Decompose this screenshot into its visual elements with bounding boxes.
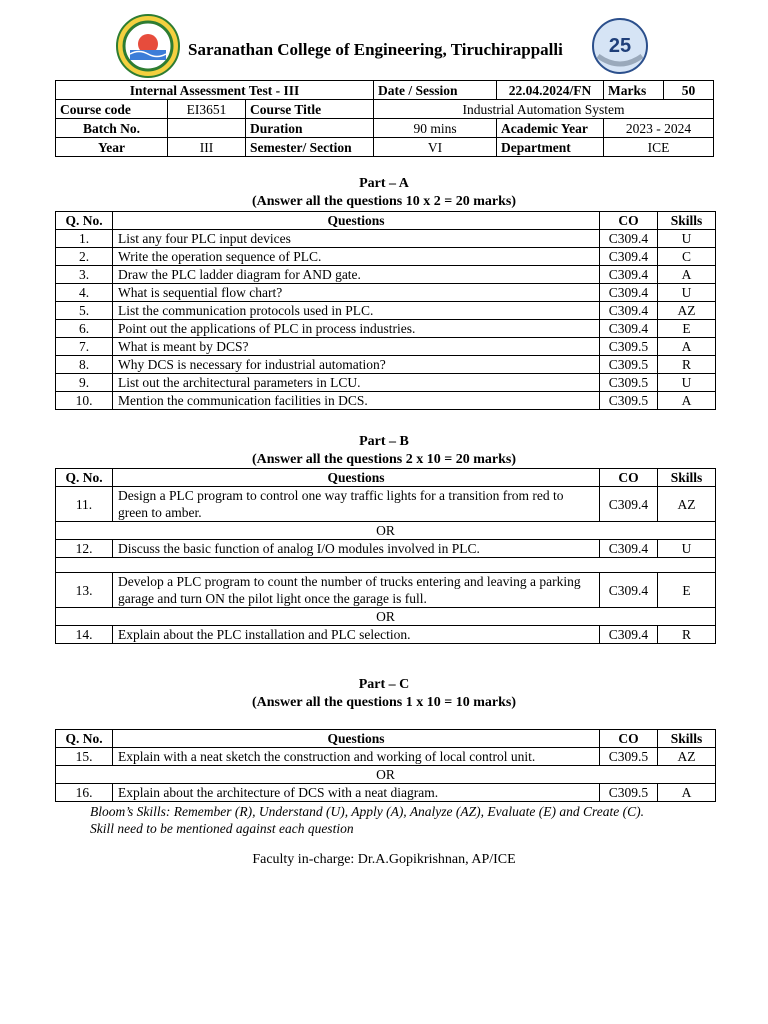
course-title-value: Industrial Automation System xyxy=(374,100,714,119)
duration-value: 90 mins xyxy=(374,119,497,138)
co-code: C309.5 xyxy=(600,784,658,802)
question-number: 4. xyxy=(56,284,113,302)
jubilee-number: 25 xyxy=(608,35,632,57)
co-code: C309.5 xyxy=(600,748,658,766)
or-row xyxy=(56,522,716,540)
co-header: CO xyxy=(600,469,658,487)
question-text: What is sequential flow chart? xyxy=(113,284,600,302)
skills-header: Skills xyxy=(658,730,716,748)
department-label: Department xyxy=(497,138,604,157)
skill-code: E xyxy=(658,320,716,338)
table-row xyxy=(56,356,716,374)
question-number: 14. xyxy=(56,626,113,644)
skill-code: U xyxy=(658,284,716,302)
skill-code: A xyxy=(658,338,716,356)
table-row xyxy=(56,338,716,356)
part-b-title: Part – B xyxy=(359,434,409,449)
part-b-subtitle: (Answer all the questions 2 x 10 = 20 marks) xyxy=(251,452,516,467)
question-text: Explain about the PLC installation and PLC selection. xyxy=(113,626,600,644)
silver-jubilee-icon xyxy=(590,16,650,76)
skills-header: Skills xyxy=(658,469,716,487)
co-code: C309.5 xyxy=(600,374,658,392)
question-number: 8. xyxy=(56,356,113,374)
skill-code: AZ xyxy=(658,487,716,522)
question-text: Point out the applications of PLC in process industries. xyxy=(113,320,600,338)
skill-code: U xyxy=(658,374,716,392)
table-row xyxy=(56,784,716,802)
skill-code: R xyxy=(658,356,716,374)
or-label: OR xyxy=(56,522,716,540)
question-text: Write the operation sequence of PLC. xyxy=(113,248,600,266)
part-a-rows xyxy=(56,230,716,410)
college-header xyxy=(112,12,652,80)
part-c-subtitle: (Answer all the questions 1 x 10 = 10 marks) xyxy=(251,695,516,710)
faculty-in-charge: Faculty in-charge: Dr.A.Gopikrishnan, AP/ICE xyxy=(252,852,516,867)
skills-header: Skills xyxy=(658,212,716,230)
question-number: 12. xyxy=(56,540,113,558)
question-text: Discuss the basic function of analog I/O modules involved in PLC. xyxy=(113,540,600,558)
semester-label: Semester/ Section xyxy=(246,138,374,157)
co-code: C309.4 xyxy=(600,284,658,302)
college-emblem-icon xyxy=(116,14,180,78)
skill-code: A xyxy=(658,392,716,410)
table-row xyxy=(56,320,716,338)
question-number: 1. xyxy=(56,230,113,248)
co-code: C309.4 xyxy=(600,320,658,338)
co-code: C309.4 xyxy=(600,266,658,284)
question-text: Mention the communication facilities in DCS. xyxy=(113,392,600,410)
part-c-table xyxy=(55,729,716,802)
part-c-title: Part – C xyxy=(358,677,410,692)
co-code: C309.5 xyxy=(600,392,658,410)
question-number: 13. xyxy=(56,573,113,608)
or-row xyxy=(56,766,716,784)
year-label: Year xyxy=(56,138,168,157)
question-text: What is meant by DCS? xyxy=(113,338,600,356)
table-row xyxy=(56,392,716,410)
skill-code: U xyxy=(658,230,716,248)
table-row xyxy=(56,626,716,644)
skill-code: AZ xyxy=(658,748,716,766)
batch-label: Batch No. xyxy=(56,119,168,138)
date-session-label: Date / Session xyxy=(374,81,497,100)
question-text: Explain with a neat sketch the construction and working of local control unit. xyxy=(113,748,600,766)
question-text: Explain about the architecture of DCS with a neat diagram. xyxy=(113,784,600,802)
co-code: C309.4 xyxy=(600,487,658,522)
footnote-line-2: Skill need to be mentioned against each question xyxy=(90,821,354,836)
skill-code: A xyxy=(658,266,716,284)
table-row xyxy=(56,487,716,522)
co-code: C309.4 xyxy=(600,248,658,266)
table-row xyxy=(56,284,716,302)
questions-header: Questions xyxy=(113,212,600,230)
qno-header: Q. No. xyxy=(56,469,113,487)
qno-header: Q. No. xyxy=(56,212,113,230)
or-label: OR xyxy=(56,608,716,626)
question-text: List any four PLC input devices xyxy=(113,230,600,248)
part-a-subtitle: (Answer all the questions 10 x 2 = 20 marks) xyxy=(251,194,516,209)
table-row xyxy=(56,540,716,558)
table-row xyxy=(56,230,716,248)
question-number: 15. xyxy=(56,748,113,766)
part-a-table xyxy=(55,211,716,410)
question-number: 16. xyxy=(56,784,113,802)
semester-value: VI xyxy=(374,138,497,157)
table-row xyxy=(56,266,716,284)
table-row xyxy=(56,374,716,392)
co-code: C309.4 xyxy=(600,626,658,644)
department-value: ICE xyxy=(604,138,714,157)
question-number: 7. xyxy=(56,338,113,356)
marks-value: 50 xyxy=(664,81,714,100)
blooms-footnote xyxy=(90,803,644,837)
question-number: 2. xyxy=(56,248,113,266)
co-code: C309.4 xyxy=(600,230,658,248)
question-text: Why DCS is necessary for industrial automation? xyxy=(113,356,600,374)
academic-year-value: 2023 - 2024 xyxy=(604,119,714,138)
skill-code: C xyxy=(658,248,716,266)
table-row xyxy=(56,748,716,766)
table-row xyxy=(56,302,716,320)
skill-code: U xyxy=(658,540,716,558)
course-code-value: EI3651 xyxy=(168,100,246,119)
exam-info-table xyxy=(55,80,714,157)
spacer-row xyxy=(56,558,716,573)
co-header: CO xyxy=(600,212,658,230)
table-row xyxy=(56,248,716,266)
question-text: Draw the PLC ladder diagram for AND gate. xyxy=(113,266,600,284)
co-code: C309.5 xyxy=(600,338,658,356)
batch-value xyxy=(168,119,246,138)
co-code: C309.4 xyxy=(600,573,658,608)
date-session-value: 22.04.2024/FN xyxy=(497,81,604,100)
co-code: C309.5 xyxy=(600,356,658,374)
academic-year-label: Academic Year xyxy=(497,119,604,138)
question-text: Design a PLC program to control one way traffic lights for a transition from red to green to amber. xyxy=(113,487,600,522)
skill-code: R xyxy=(658,626,716,644)
questions-header: Questions xyxy=(113,730,600,748)
question-text: Develop a PLC program to count the number of trucks entering and leaving a parking garage and turn ON the pilot light once the garage is full. xyxy=(113,573,600,608)
table-row xyxy=(56,573,716,608)
question-number: 6. xyxy=(56,320,113,338)
question-text: List the communication protocols used in PLC. xyxy=(113,302,600,320)
question-number: 10. xyxy=(56,392,113,410)
qno-header: Q. No. xyxy=(56,730,113,748)
question-number: 11. xyxy=(56,487,113,522)
question-number: 9. xyxy=(56,374,113,392)
test-name: Internal Assessment Test - III xyxy=(56,81,374,100)
year-value: III xyxy=(168,138,246,157)
questions-header: Questions xyxy=(113,469,600,487)
question-number: 5. xyxy=(56,302,113,320)
spacer-cell xyxy=(56,558,716,573)
duration-label: Duration xyxy=(246,119,374,138)
marks-label: Marks xyxy=(604,81,664,100)
skill-code: AZ xyxy=(658,302,716,320)
college-name: Saranathan College of Engineering, Tiruchirappalli xyxy=(188,40,563,59)
or-row xyxy=(56,608,716,626)
course-title-label: Course Title xyxy=(246,100,374,119)
question-number: 3. xyxy=(56,266,113,284)
co-header: CO xyxy=(600,730,658,748)
part-a-title: Part – A xyxy=(359,176,409,191)
question-text: List out the architectural parameters in LCU. xyxy=(113,374,600,392)
skill-code: A xyxy=(658,784,716,802)
skill-code: E xyxy=(658,573,716,608)
part-b-table xyxy=(55,468,716,644)
or-label: OR xyxy=(56,766,716,784)
co-code: C309.4 xyxy=(600,302,658,320)
co-code: C309.4 xyxy=(600,540,658,558)
course-code-label: Course code xyxy=(56,100,168,119)
footnote-line-1: Bloom’s Skills: Remember (R), Understand (U), Apply (A), Analyze (AZ), Evaluate (E) and Create (C). xyxy=(90,804,645,819)
